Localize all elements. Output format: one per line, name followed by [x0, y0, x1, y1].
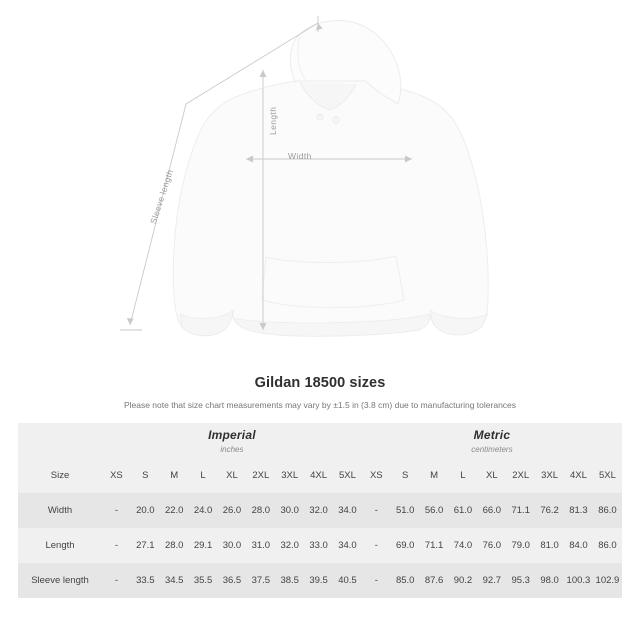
cell-length-metric-s: 69.0	[395, 540, 415, 551]
cell-sleeve-metric-xs: -	[374, 575, 378, 586]
cell-length-imperial-l: 29.1	[193, 540, 213, 551]
unit-metric	[362, 423, 622, 458]
table-row	[18, 493, 622, 528]
unit-metric-sub: centimeters	[471, 444, 513, 454]
cell-width-metric-3xl: 76.2	[540, 505, 559, 516]
size-header-metric-m: M	[430, 470, 439, 481]
unit-system-row	[18, 423, 622, 458]
size-header-imperial-5xl: 5XL	[338, 470, 356, 481]
tolerance-note: Please note that size chart measurements may vary by ±1.5 in (3.8 cm) due to manufacturing tolerances	[123, 400, 517, 410]
cell-sleeve-metric-2xl: 95.3	[511, 575, 530, 586]
cell-length-metric-xs: -	[374, 540, 378, 551]
cell-sleeve-imperial-m: 34.5	[164, 575, 184, 586]
size-header-imperial-3xl: 3XL	[281, 470, 299, 481]
cell-width-imperial-4xl: 32.0	[309, 505, 328, 516]
cell-width-metric-4xl: 81.3	[569, 505, 588, 516]
cell-width-imperial-xs: -	[114, 505, 119, 516]
unit-imperial-sub: inches	[220, 444, 244, 454]
size-header-metric-xs: XS	[369, 470, 383, 481]
size-header-label: Size	[50, 470, 70, 481]
cell-sleeve-imperial-l: 35.5	[193, 575, 213, 586]
size-header-metric-xl: XL	[486, 470, 498, 481]
cell-width-metric-m: 56.0	[424, 505, 444, 516]
cell-width-imperial-2xl: 28.0	[251, 505, 271, 516]
length-dimension-label: Length	[268, 106, 278, 135]
size-header-metric-2xl: 2XL	[512, 470, 530, 481]
title-block	[0, 375, 640, 410]
size-header-metric-l: L	[460, 470, 466, 481]
cell-sleeve-metric-l: 90.2	[453, 575, 473, 586]
size-header-metric-4xl: 4XL	[569, 470, 587, 481]
size-header-metric-s: S	[402, 470, 409, 481]
cell-sleeve-imperial-xs: -	[114, 575, 119, 586]
cell-width-imperial-5xl: 34.0	[338, 505, 357, 516]
cell-sleeve-imperial-4xl: 39.5	[309, 575, 328, 586]
cell-length-metric-4xl: 84.0	[569, 540, 588, 551]
unit-row-spacer	[18, 423, 102, 458]
cell-length-imperial-4xl: 33.0	[309, 540, 328, 551]
size-header-imperial-l: L	[200, 470, 206, 481]
unit-imperial	[102, 423, 362, 458]
cell-sleeve-imperial-xl: 36.5	[222, 575, 242, 586]
cell-sleeve-metric-m: 87.6	[424, 575, 444, 586]
size-header-metric-5xl: 5XL	[598, 470, 616, 481]
sleeve-length-dimension-label: Sleeve length	[148, 168, 176, 226]
cell-width-metric-xl: 66.0	[482, 505, 502, 516]
cell-width-imperial-3xl: 30.0	[280, 505, 299, 516]
size-header-metric-3xl: 3XL	[541, 470, 559, 481]
cell-length-metric-xl: 76.0	[482, 540, 502, 551]
cell-sleeve-imperial-s: 33.5	[136, 575, 155, 586]
cell-length-imperial-xl: 30.0	[222, 540, 242, 551]
page-title: Gildan 18500 sizes	[254, 375, 386, 391]
width-dimension-label: Width	[288, 151, 312, 161]
cell-length-metric-2xl: 79.0	[511, 540, 530, 551]
size-header-imperial-2xl: 2XL	[252, 470, 270, 481]
cell-sleeve-metric-xl: 92.7	[482, 575, 502, 586]
cell-length-imperial-5xl: 34.0	[338, 540, 357, 551]
cell-width-imperial-l: 24.0	[193, 505, 213, 516]
cell-sleeve-imperial-2xl: 37.5	[251, 575, 271, 586]
drawstring-tip-left	[317, 114, 323, 120]
cell-length-imperial-3xl: 32.0	[280, 540, 299, 551]
cell-length-metric-m: 71.1	[424, 540, 444, 551]
cell-width-imperial-xl: 26.0	[222, 505, 242, 516]
cell-length-metric-l: 74.0	[453, 540, 473, 551]
row-label-sleeve-length: Sleeve length	[31, 575, 89, 586]
row-label-width: Width	[47, 505, 73, 516]
cell-sleeve-metric-4xl: 100.3	[566, 575, 591, 586]
cell-length-imperial-m: 28.0	[164, 540, 184, 551]
unit-metric-name: Metric	[473, 427, 511, 442]
unit-imperial-name: Imperial	[208, 427, 256, 442]
cell-sleeve-imperial-5xl: 40.5	[338, 575, 357, 586]
size-header-row	[18, 458, 622, 493]
cell-width-imperial-s: 20.0	[136, 505, 155, 516]
cell-width-metric-xs: -	[374, 505, 378, 516]
table-row	[18, 528, 622, 563]
table-row	[18, 563, 622, 598]
cell-width-metric-s: 51.0	[395, 505, 415, 516]
size-header-imperial-xl: XL	[226, 470, 238, 481]
cell-width-metric-5xl: 86.0	[598, 505, 617, 516]
cell-sleeve-imperial-3xl: 38.5	[280, 575, 299, 586]
row-label-length: Length	[45, 540, 75, 551]
cell-sleeve-metric-s: 85.0	[395, 575, 415, 586]
size-chart-table	[18, 423, 622, 598]
cell-sleeve-metric-5xl: 102.9	[595, 575, 620, 586]
cell-width-metric-l: 61.0	[453, 505, 473, 516]
drawstring-tip-right	[333, 117, 339, 123]
cell-length-imperial-s: 27.1	[136, 540, 155, 551]
cell-length-imperial-2xl: 31.0	[251, 540, 271, 551]
size-header-imperial-m: M	[170, 470, 179, 481]
cell-length-metric-3xl: 81.0	[540, 540, 559, 551]
size-header-imperial-s: S	[142, 470, 149, 481]
cell-width-imperial-m: 22.0	[164, 505, 184, 516]
size-header-imperial-4xl: 4XL	[310, 470, 328, 481]
cell-sleeve-metric-3xl: 98.0	[540, 575, 559, 586]
cell-width-metric-2xl: 71.1	[511, 505, 530, 516]
size-header-imperial-xs: XS	[110, 470, 123, 481]
cell-length-imperial-xs: -	[114, 540, 119, 551]
size-chart-table-wrapper	[18, 423, 622, 598]
cell-length-metric-5xl: 86.0	[598, 540, 617, 551]
